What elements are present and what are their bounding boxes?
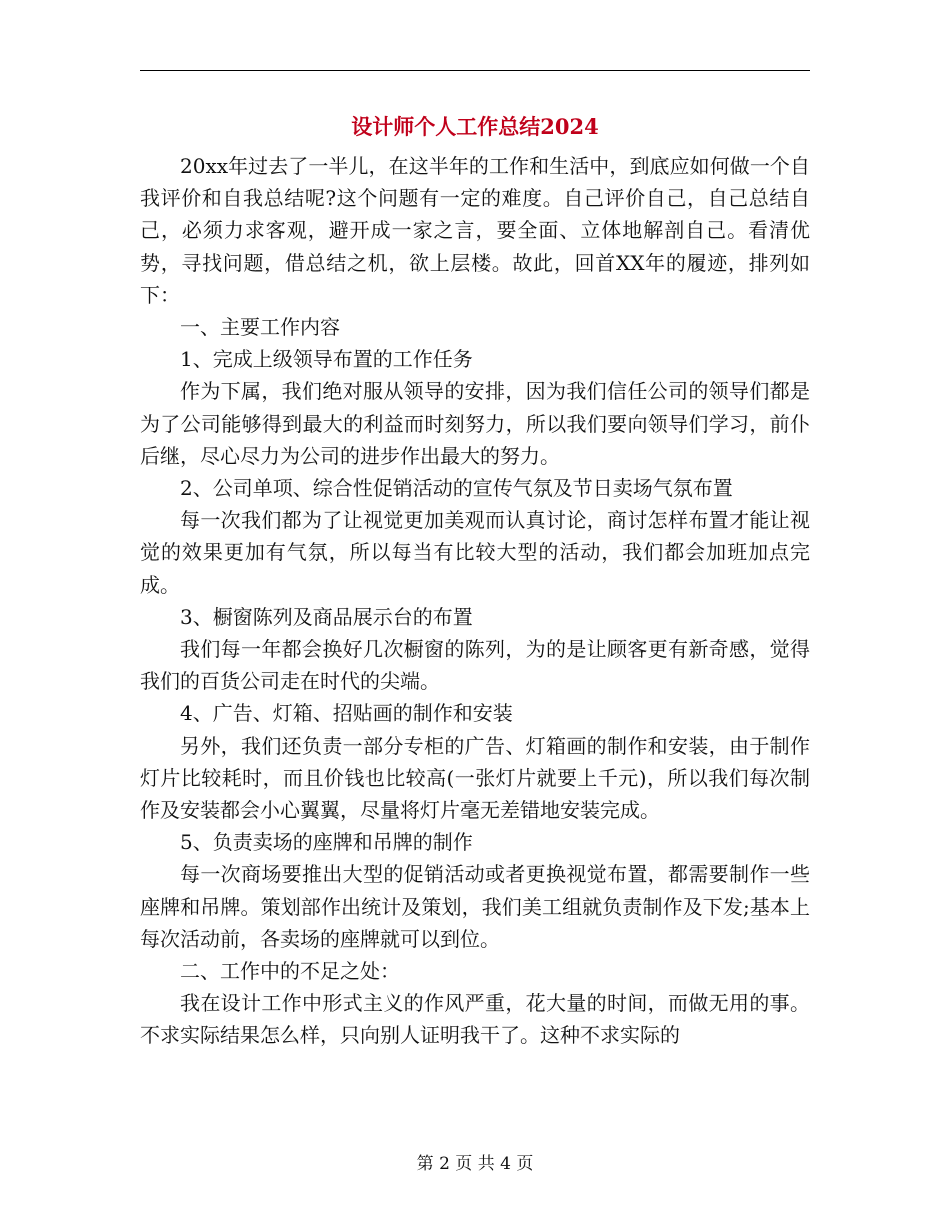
item-heading-2: 2、公司单项、综合性促销活动的宣传气氛及节日卖场气氛布置 bbox=[180, 476, 733, 501]
paragraph-item-4: 另外，我们还负责一部分专柜的广告、灯箱画的制作和安装，由于制作灯片比较耗时，而且价钱也比较高(一张灯片就要上千元)，所以我们每次制作及安装都会小心翼翼，尽量将灯片毫无差错地安装完成。 bbox=[140, 733, 810, 823]
paragraph-intro: 20xx年过去了一半儿，在这半年的工作和生活中，到底应如何做一个自我评价和自我总结呢?这个问题有一定的难度。自己评价自己，自己总结自己，必须力求客观，避开成一家之言，要全面、立体地解剖自己。看清优势，寻找问题，借总结之机，欲上层楼。故此，回首XX年的履迹，排列如下： bbox=[140, 154, 810, 307]
item-heading-5: 5、负责卖场的座牌和吊牌的制作 bbox=[180, 830, 473, 855]
section-heading-shortcomings: 二、工作中的不足之处： bbox=[180, 959, 400, 984]
item-heading-1: 1、完成上级领导布置的工作任务 bbox=[180, 347, 473, 372]
paragraph-item-5: 每一次商场要推出大型的促销活动或者更换视觉布置，都需要制作一些座牌和吊牌。策划部作出统计及策划，我们美工组就负责制作及下发;基本上每次活动前，各卖场的座牌就可以到位。 bbox=[140, 862, 810, 951]
page-number: 第 2 页 共 4 页 bbox=[416, 1154, 534, 1174]
document-body bbox=[140, 150, 810, 1052]
paragraph-item-3: 我们每一年都会换好几次橱窗的陈列，为的是让顾客更有新奇感，觉得我们的百货公司走在时代的尖端。 bbox=[140, 637, 810, 694]
paragraph-item-1: 作为下属，我们绝对服从领导的安排，因为我们信任公司的领导们都是为了公司能够得到最大的利益而时刻努力，所以我们要向领导们学习，前仆后继，尽心尽力为公司的进步作出最大的努力。 bbox=[140, 379, 810, 468]
section-heading-main-work: 一、主要工作内容 bbox=[180, 315, 340, 340]
item-heading-4: 4、广告、灯箱、招贴画的制作和安装 bbox=[180, 701, 513, 726]
paragraph-shortcomings: 我在设计工作中形式主义的作风严重，花大量的时间，而做无用的事。不求实际结果怎么样，只向别人证明我干了。这种不求实际的 bbox=[140, 991, 810, 1048]
header-rule bbox=[140, 70, 810, 71]
document-title: 设计师个人工作总结2024 bbox=[351, 114, 599, 139]
item-heading-3: 3、橱窗陈列及商品展示台的布置 bbox=[180, 604, 473, 629]
paragraph-item-2: 每一次我们都为了让视觉更加美观而认真讨论，商讨怎样布置才能让视觉的效果更加有气氛，所以每当有比较大型的活动，我们都会加班加点完成。 bbox=[140, 508, 810, 597]
